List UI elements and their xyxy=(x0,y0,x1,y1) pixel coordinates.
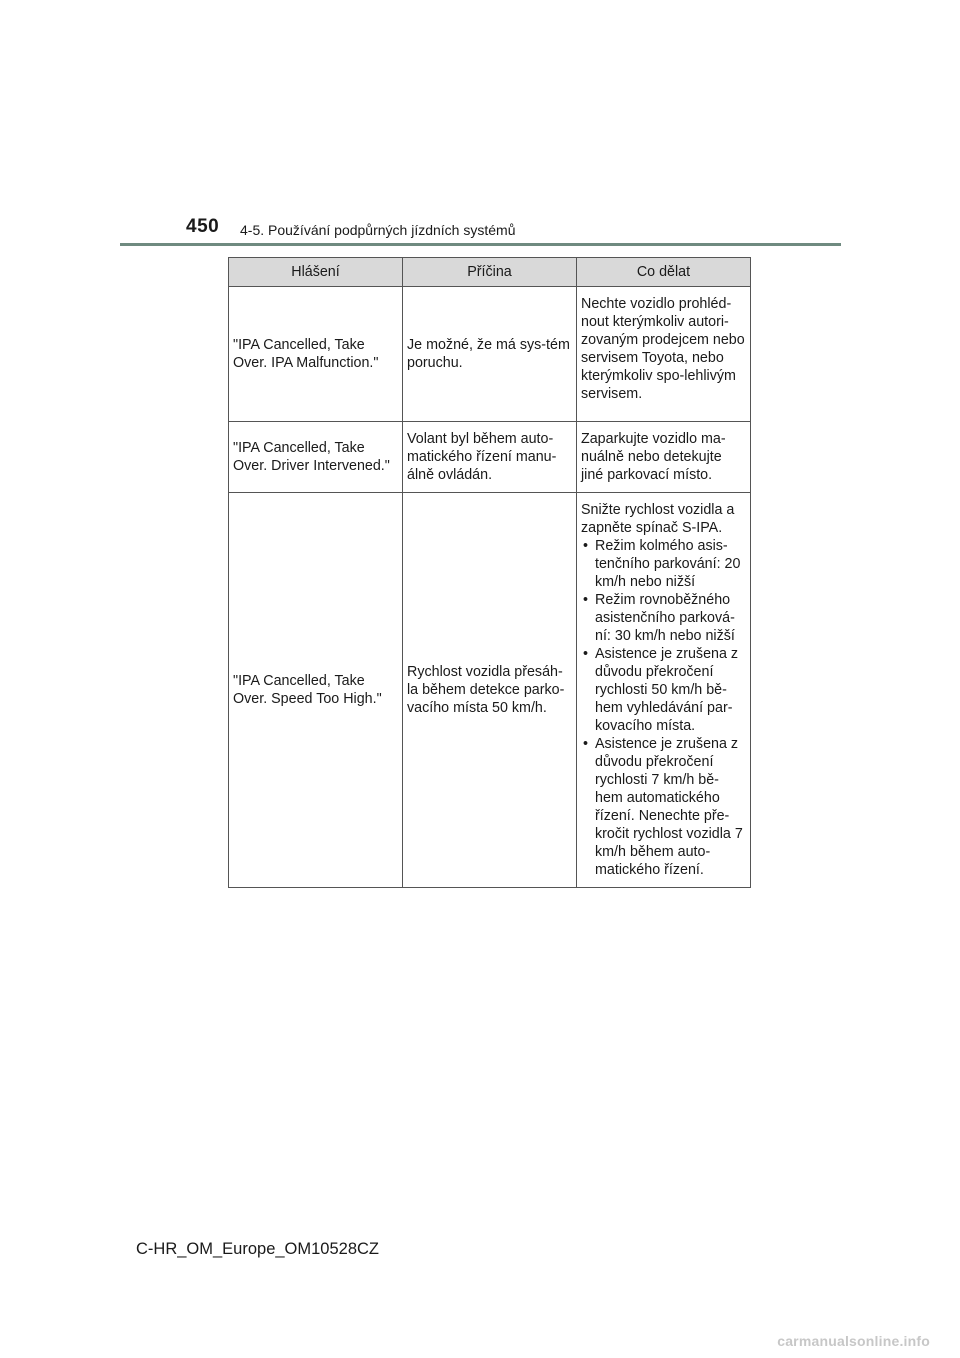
cause-cell: Rychlost vozidla přesáh-la během detekce parko-vacího místa 50 km/h. xyxy=(403,493,577,888)
watermark: carmanualsonline.info xyxy=(777,1333,930,1349)
column-header-cause: Příčina xyxy=(403,258,577,287)
message-cell: "IPA Cancelled, Take Over. Driver Intervened." xyxy=(229,422,403,493)
bullet-item: • Asistence je zrušena z důvodu překročení rychlosti 50 km/h bě-hem vyhledávání par-kovacího místa. xyxy=(581,645,746,735)
warning-messages-table xyxy=(228,257,751,888)
message-cell: "IPA Cancelled, Take Over. Speed Too High." xyxy=(229,493,403,888)
table-row xyxy=(229,493,751,888)
cause-cell: Je možné, že má sys-tém poruchu. xyxy=(403,287,577,422)
bullet-item: • Režim rovnoběžného asistenčního parková-ní: 30 km/h nebo nižší xyxy=(581,591,746,645)
table-header-row xyxy=(229,258,751,287)
bullet-item: • Asistence je zrušena z důvodu překročení rychlosti 7 km/h bě-hem automatického řízení. Nenechte pře-kročit rychlost vozidla 7 km/h během auto-matického řízení. xyxy=(581,735,746,879)
cause-cell: Volant byl během auto-matického řízení manu-álně ovládán. xyxy=(403,422,577,493)
table-row xyxy=(229,422,751,493)
section-title: 4-5. Používání podpůrných jízdních systémů xyxy=(240,222,516,238)
page-number: 450 xyxy=(186,216,220,237)
message-cell: "IPA Cancelled, Take Over. IPA Malfunction." xyxy=(229,287,403,422)
action-cell: Zaparkujte vozidlo ma-nuálně nebo detekujte jiné parkovací místo. xyxy=(577,422,751,493)
document-code: C-HR_OM_Europe_OM10528CZ xyxy=(136,1240,380,1258)
header-divider xyxy=(120,243,841,246)
action-bullet-list xyxy=(581,537,746,879)
table-row xyxy=(229,287,751,422)
action-intro: Snižte rychlost vozidla a zapněte spínač S-IPA. xyxy=(581,502,735,536)
bullet-item: • Režim kolmého asis-tenčního parkování: 20 km/h nebo nižší xyxy=(581,537,746,591)
action-cell: Nechte vozidlo prohléd-nout kterýmkoliv autori-zovaným prodejcem nebo servisem Toyota, nebo kterýmkoliv spo-lehlivým servisem. xyxy=(577,287,751,422)
action-cell xyxy=(577,493,751,888)
column-header-message: Hlášení xyxy=(229,258,403,287)
column-header-action: Co dělat xyxy=(577,258,751,287)
